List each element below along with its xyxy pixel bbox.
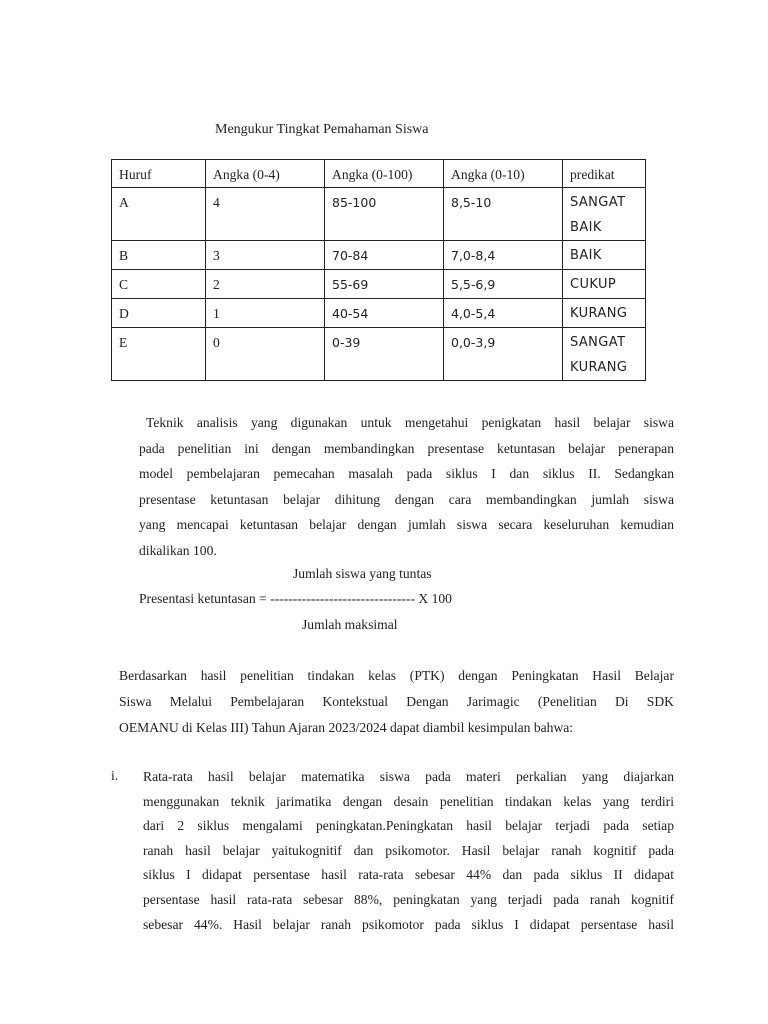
table-cell: 4 <box>206 188 325 241</box>
table-cell: CUKUP <box>563 270 646 299</box>
list-line: Rata-rata hasil belajar matematika siswa pada materi perkalian yang diajarkan <box>143 769 674 784</box>
table-cell: SANGAT BAIK <box>563 188 646 241</box>
formula-denominator: Jumlah maksimal <box>302 617 398 632</box>
header-cell: Angka (0-10) <box>444 160 563 188</box>
table-cell: 1 <box>206 299 325 328</box>
formula-line: Presentasi ketuntasan = -------------------------------- X 100 <box>139 591 452 606</box>
table-cell: C <box>112 270 206 299</box>
table-cell: 3 <box>206 241 325 270</box>
table-cell: 8,5-10 <box>444 188 563 241</box>
paragraph-line: OEMANU di Kelas III) Tahun Ajaran 2023/2024 dapat diambil kesimpulan bahwa: <box>119 719 574 735</box>
list-marker: i. <box>111 768 119 783</box>
table-cell: 85-100 <box>325 188 444 241</box>
table-cell: 55-69 <box>325 270 444 299</box>
table-cell: 70-84 <box>325 241 444 270</box>
table-cell: KURANG <box>563 299 646 328</box>
header-cell: Angka (0-100) <box>325 160 444 188</box>
table-cell: E <box>112 328 206 381</box>
table-cell: 0 <box>206 328 325 381</box>
list-line: persentase hasil rata-rata sebesar 88%, peningkatan yang terjadi pada ranah kognitif <box>143 891 674 907</box>
paragraph-line: Teknik analisis yang digunakan untuk mengetahui penigkatan hasil belajar siswa <box>146 415 674 430</box>
paragraph-line: Siswa Melalui Pembelajaran Kontekstual Dengan Jarimagic (Penelitian Di SDK <box>119 693 674 709</box>
table-row <box>112 270 646 299</box>
table-row <box>112 328 646 381</box>
list-line: siklus I didapat persentase hasil rata-rata sebesar 44% dan pada siklus II didapat <box>143 867 674 883</box>
grade-table <box>111 159 646 381</box>
table-cell: 4,0-5,4 <box>444 299 563 328</box>
paragraph-line: model pembelajaran pemecahan masalah pada siklus I dan siklus II. Sedangkan <box>139 466 674 482</box>
paragraph-line: yang mencapai ketuntasan belajar dengan jumlah siswa secara keseluruhan kemudian <box>139 517 674 533</box>
table-row <box>112 188 646 241</box>
table-title: Mengukur Tingkat Pemahaman Siswa <box>215 122 429 137</box>
table-cell: B <box>112 241 206 270</box>
list-line: menggunakan teknik jarimatika dengan desain penelitian tindakan kelas yang terdiri <box>143 793 674 809</box>
list-item <box>143 765 674 937</box>
table-cell: D <box>112 299 206 328</box>
table-cell: SANGAT KURANG <box>563 328 646 381</box>
conclusion-paragraph <box>119 663 674 740</box>
table-cell: 5,5-6,9 <box>444 270 563 299</box>
list-line: sebesar 44%. Hasil belajar ranah psikomotor pada siklus I didapat persentase hasil <box>143 916 674 932</box>
table-row <box>112 299 646 328</box>
analysis-paragraph <box>139 410 674 564</box>
table-cell: A <box>112 188 206 241</box>
table-cell: 7,0-8,4 <box>444 241 563 270</box>
list-line: ranah hasil belajar yaitukognitif dan psikomotor. Hasil belajar ranah kognitif pada <box>143 842 674 858</box>
table-cell: 0,0-3,9 <box>444 328 563 381</box>
paragraph-line: dikalikan 100. <box>139 542 217 558</box>
list-line: dari 2 siklus mengalami peningkatan.Peningkatan hasil belajar terjadi pada setiap <box>143 818 674 834</box>
table-cell: 0-39 <box>325 328 444 381</box>
table-cell: 40-54 <box>325 299 444 328</box>
header-cell: Huruf <box>112 160 206 188</box>
table-cell: BAIK <box>563 241 646 270</box>
paragraph-line: Berdasarkan hasil penelitian tindakan kelas (PTK) dengan Peningkatan Hasil Belajar <box>119 668 674 683</box>
paragraph-line: pada penelitian ini dengan membandingkan presentase ketuntasan belajar penerapan <box>139 440 674 456</box>
table-cell: 2 <box>206 270 325 299</box>
table-row <box>112 241 646 270</box>
header-cell: predikat <box>563 160 646 188</box>
header-cell: Angka (0-4) <box>206 160 325 188</box>
formula-numerator: Jumlah siswa yang tuntas <box>293 566 432 581</box>
paragraph-line: presentase ketuntasan belajar dihitung dengan cara membandingkan jumlah siswa <box>139 491 674 507</box>
table-header-row <box>112 160 646 188</box>
